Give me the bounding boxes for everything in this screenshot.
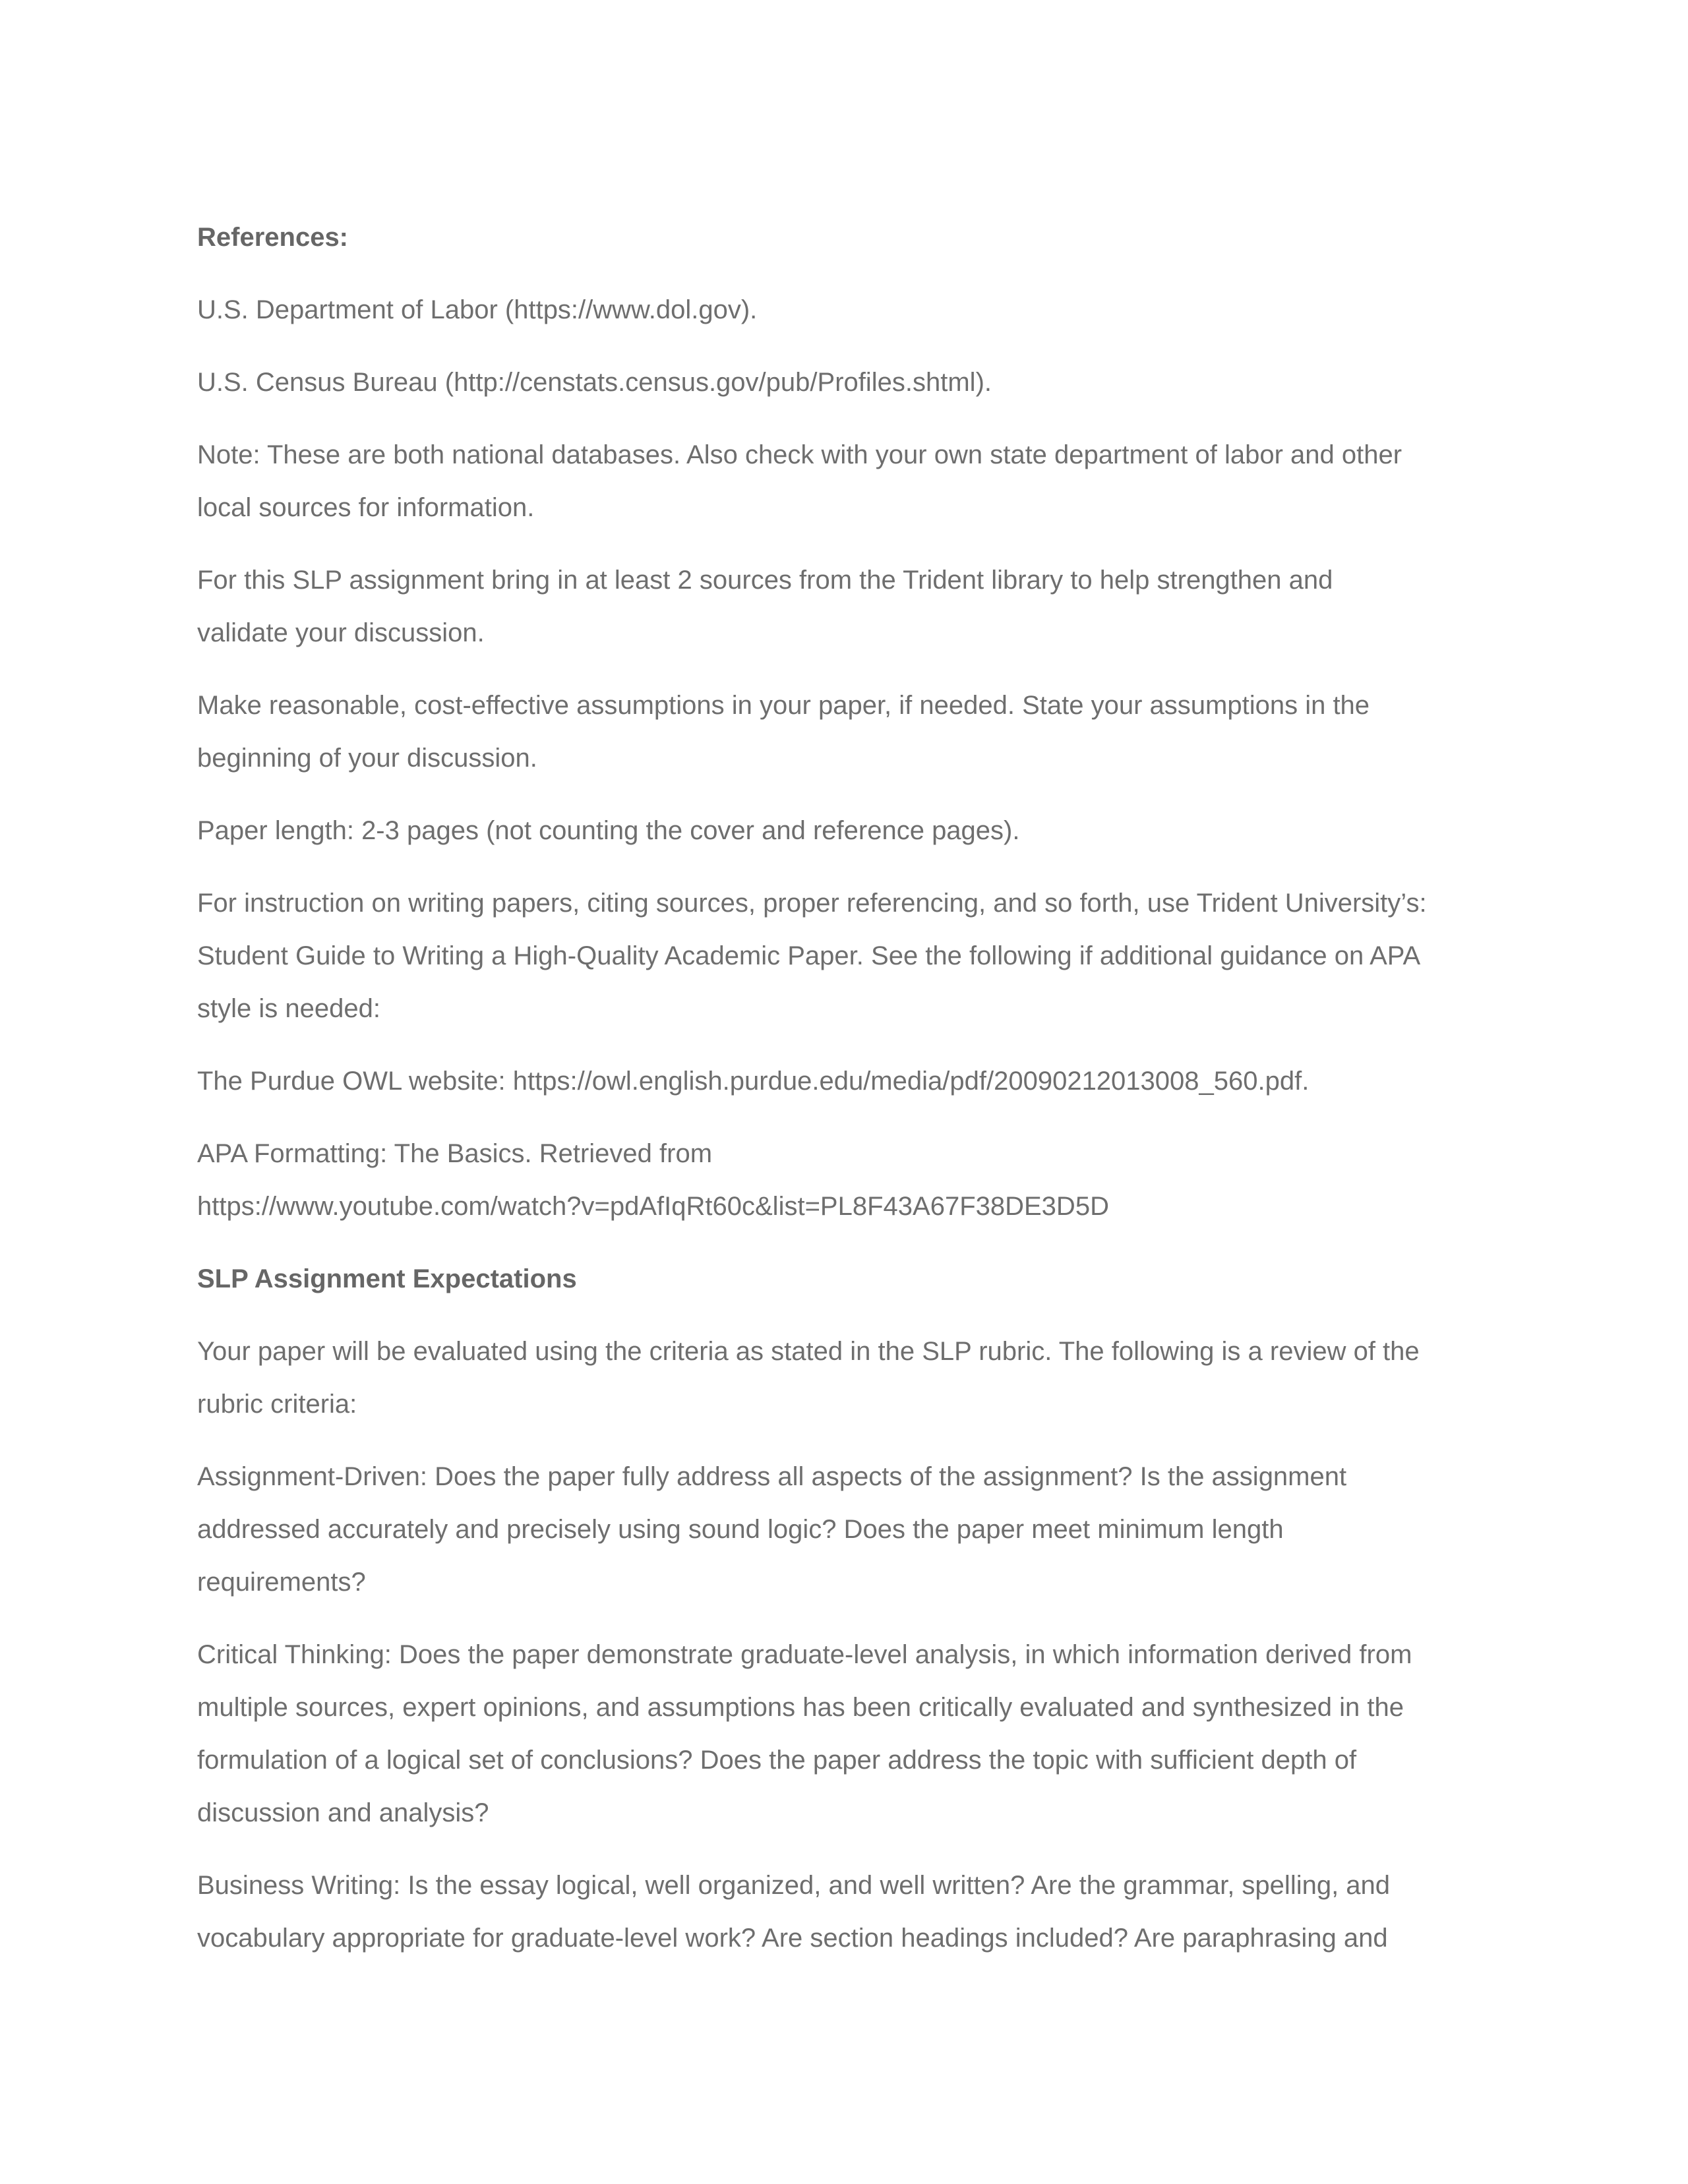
assignment-driven-line: addressed accurately and precisely using sound logic? Does the paper meet minimum length [197, 1515, 1284, 1544]
document-body [197, 211, 1490, 1984]
writing-instruction-line: style is needed: [197, 994, 380, 1023]
writing-instruction-paragraph [197, 877, 1490, 1035]
writing-instruction-line: For instruction on writing papers, citing sources, proper referencing, and so forth, use Trident University’s: [197, 889, 1427, 918]
business-writing-line: vocabulary appropriate for graduate-level work? Are section headings included? Are paraphrasing and [197, 1924, 1388, 1953]
business-writing-line: Business Writing: Is the essay logical, well organized, and well written? Are the grammar, spelling, and [197, 1871, 1391, 1900]
reference-census [197, 356, 1490, 409]
purdue-owl-paragraph [197, 1055, 1490, 1107]
business-writing-paragraph [197, 1859, 1490, 1964]
critical-thinking-paragraph [197, 1628, 1490, 1839]
apa-formatting-line: APA Formatting: The Basics. Retrieved from [197, 1139, 713, 1168]
critical-thinking-line: Critical Thinking: Does the paper demonstrate graduate-level analysis, in which information derived from [197, 1640, 1412, 1669]
critical-thinking-line: discussion and analysis? [197, 1798, 489, 1827]
paper-length-paragraph [197, 804, 1490, 857]
assignment-driven-line: requirements? [197, 1568, 366, 1597]
rubric-intro-paragraph [197, 1325, 1490, 1431]
assumptions-paragraph [197, 679, 1490, 784]
note-line: Note: These are both national databases. Also check with your own state department of labor and other [197, 440, 1402, 469]
writing-instruction-line: Student Guide to Writing a High-Quality Academic Paper. See the following if additional guidance on APA [197, 941, 1421, 970]
assumptions-line: beginning of your discussion. [197, 744, 537, 773]
sources-instruction-line: validate your discussion. [197, 618, 485, 647]
assignment-driven-paragraph [197, 1450, 1490, 1608]
sources-instruction-paragraph [197, 554, 1490, 659]
rubric-intro-line: rubric criteria: [197, 1390, 357, 1419]
assignment-driven-line: Assignment-Driven: Does the paper fully address all aspects of the assignment? Is the assignment [197, 1462, 1347, 1491]
expectations-heading: SLP Assignment Expectations [197, 1264, 577, 1293]
critical-thinking-line: formulation of a logical set of conclusions? Does the paper address the topic with sufficient depth of [197, 1746, 1357, 1775]
note-paragraph [197, 428, 1490, 534]
apa-formatting-paragraph [197, 1127, 1490, 1233]
critical-thinking-line: multiple sources, expert opinions, and assumptions has been critically evaluated and synthesized in the [197, 1693, 1404, 1722]
reference-census-text: U.S. Census Bureau (http://censtats.census.gov/pub/Profiles.shtml). [197, 368, 992, 397]
note-line: local sources for information. [197, 493, 535, 522]
rubric-intro-line: Your paper will be evaluated using the criteria as stated in the SLP rubric. The following is a review of the [197, 1337, 1420, 1366]
sources-instruction-line: For this SLP assignment bring in at least 2 sources from the Trident library to help strengthen and [197, 566, 1333, 595]
reference-dol [197, 283, 1490, 336]
purdue-owl-text: The Purdue OWL website: https://owl.english.purdue.edu/media/pdf/20090212013008_560.pdf. [197, 1067, 1310, 1096]
references-heading: References: [197, 223, 349, 252]
reference-dol-text: U.S. Department of Labor (https://www.dol.gov). [197, 295, 758, 324]
assumptions-line: Make reasonable, cost-effective assumptions in your paper, if needed. State your assumptions in the [197, 691, 1370, 720]
apa-formatting-url: https://www.youtube.com/watch?v=pdAfIqRt60c&list=PL8F43A67F38DE3D5D [197, 1192, 1109, 1221]
paper-length-text: Paper length: 2-3 pages (not counting the cover and reference pages). [197, 816, 1020, 845]
